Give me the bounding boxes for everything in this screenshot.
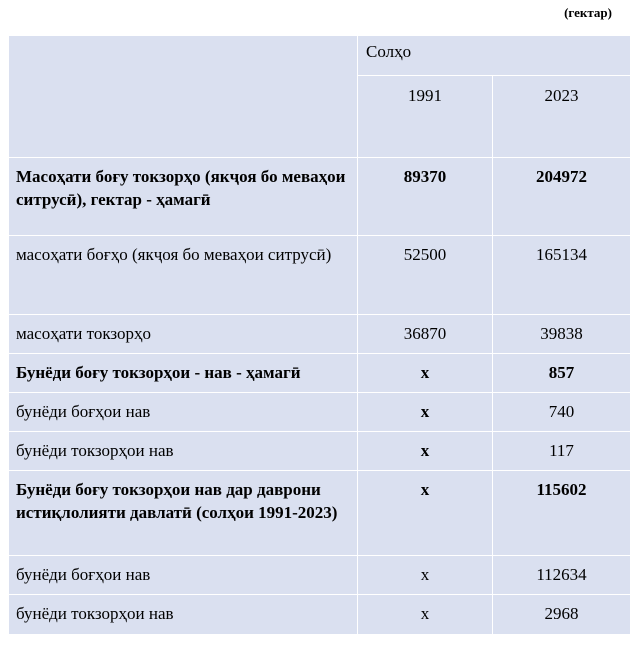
row-label: Бунёди боғу токзорҳои нав дар даврони истиқлолияти давлатӣ (солҳои 1991-2023) <box>9 471 358 556</box>
row-value-1991: x <box>358 471 493 556</box>
row-value-1991: x <box>358 354 493 393</box>
table-row <box>9 556 631 595</box>
row-value-2023: 115602 <box>493 471 631 556</box>
unit-label: (гектар) <box>564 5 612 20</box>
row-label: бунёди боғҳои нав <box>9 393 358 432</box>
row-value-1991: x <box>358 556 493 595</box>
row-value-1991: 36870 <box>358 315 493 354</box>
row-label: Масоҳати боғу токзорҳо (якҷоя бо меваҳои ситрусӣ), гектар - ҳамагӣ <box>9 158 358 236</box>
row-value-2023: 740 <box>493 393 631 432</box>
table-row <box>9 471 631 556</box>
row-label: масоҳати боғҳо (якҷоя бо меваҳои ситрусӣ) <box>9 236 358 315</box>
row-value-2023: 39838 <box>493 315 631 354</box>
table-row <box>9 595 631 635</box>
table-row <box>9 354 631 393</box>
header-year-1991: 1991 <box>358 76 493 158</box>
table-row <box>9 236 631 315</box>
table-row <box>9 393 631 432</box>
row-value-2023: 112634 <box>493 556 631 595</box>
row-value-2023: 117 <box>493 432 631 471</box>
data-table <box>8 35 631 635</box>
row-value-1991: 89370 <box>358 158 493 236</box>
table-row <box>9 315 631 354</box>
row-label: бунёди токзорҳои нав <box>9 432 358 471</box>
row-value-2023: 2968 <box>493 595 631 635</box>
row-label: бунёди токзорҳои нав <box>9 595 358 635</box>
row-value-1991: x <box>358 595 493 635</box>
row-label: бунёди боғҳои нав <box>9 556 358 595</box>
row-value-1991: 52500 <box>358 236 493 315</box>
header-row-group <box>9 36 631 76</box>
table-row <box>9 432 631 471</box>
row-value-2023: 204972 <box>493 158 631 236</box>
row-label: Бунёди боғу токзорҳои - нав - ҳамагӣ <box>9 354 358 393</box>
header-years-group: Солҳо <box>358 36 631 76</box>
row-value-1991: x <box>358 432 493 471</box>
row-value-2023: 165134 <box>493 236 631 315</box>
table-row <box>9 158 631 236</box>
header-empty-cell <box>9 36 358 158</box>
row-value-1991: x <box>358 393 493 432</box>
header-year-2023: 2023 <box>493 76 631 158</box>
row-label: масоҳати токзорҳо <box>9 315 358 354</box>
row-value-2023: 857 <box>493 354 631 393</box>
